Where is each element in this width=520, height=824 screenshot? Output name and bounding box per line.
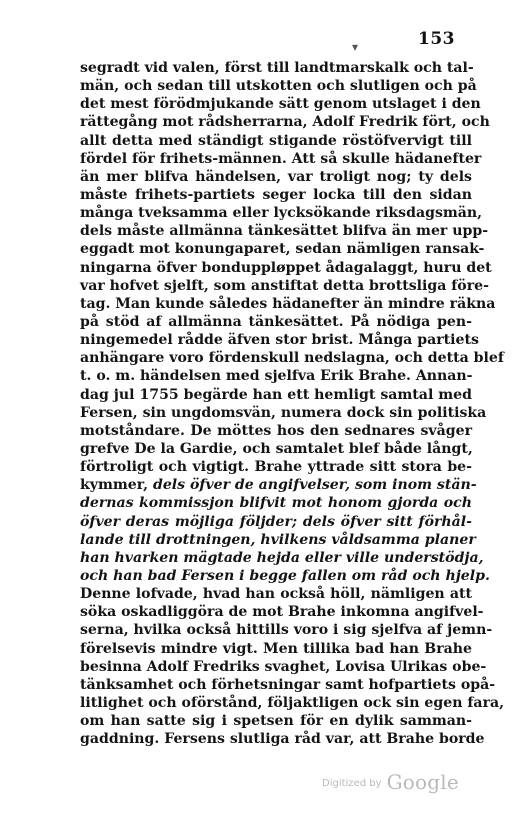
- italic-text-segment: han hvarken mägtade hejda eller ville understödja,: [80, 549, 484, 566]
- text-line: [80, 186, 472, 204]
- text-line: [80, 585, 472, 603]
- text-line: [80, 59, 472, 77]
- text-line: [80, 513, 472, 531]
- text-segment: tag. Man kunde således hädanefter än mindre räkna: [80, 295, 496, 312]
- text-segment: förtroligt och vigtigt. Brahe yttrade sitt stora be-: [80, 459, 472, 476]
- text-segment: dag jul 1755 begärde han ett hemligt samtal med: [80, 386, 472, 403]
- body-text: [80, 59, 505, 748]
- text-segment: segradt vid valen, först till landtmarskalk och tal-: [80, 60, 474, 76]
- text-line: [80, 150, 482, 168]
- text-line: [80, 95, 481, 113]
- text-line: [80, 367, 472, 385]
- text-segment: eggadt mot konungaparet, sedan nämligen ransak-: [80, 241, 485, 258]
- text-line: [80, 77, 477, 95]
- text-line: [80, 694, 505, 712]
- text-segment: många tveksamma eller lycksökande riksdagsmän,: [80, 205, 483, 222]
- text-line: [80, 494, 472, 512]
- text-line: [80, 404, 487, 422]
- text-line: [80, 603, 484, 621]
- watermark-prefix: Digitized by: [322, 778, 382, 789]
- text-segment: förelsevis mindre vigt. Men tillika bad han Brahe: [80, 640, 472, 657]
- text-segment: fördel för frihets-männen. Att så skulle hädanefter: [80, 150, 482, 167]
- text-line: [80, 730, 485, 748]
- text-line: [80, 277, 489, 295]
- text-line: [80, 458, 472, 476]
- italic-text-segment: dernas kommissjon blifvit mot honom gjorda och: [80, 495, 472, 512]
- italic-text-segment: dels öfver de angifvelser, som inom stän-: [152, 477, 477, 494]
- text-segment: dels måste allmänna tänkesättet blifva än mer upp-: [80, 223, 489, 240]
- text-line: [80, 658, 487, 676]
- text-line: [80, 349, 504, 367]
- text-segment: grefve De la Gardie, och samtalet blef både långt,: [80, 440, 473, 457]
- text-line: [80, 440, 472, 458]
- text-line: [80, 331, 479, 349]
- text-line: [80, 567, 490, 585]
- text-line: [80, 222, 489, 240]
- text-segment: var hofvet sjelft, som anstiftat detta brottsliga före-: [80, 277, 489, 294]
- text-segment: måste frihets-partiets seger locka till den sidan: [80, 186, 472, 203]
- text-segment: tänksamhet och förhetsningar samt hofpartiets opå-: [80, 676, 496, 693]
- page-mark: ▾: [352, 40, 359, 54]
- text-segment: män, och sedan till utskotten och slutligen och på: [80, 78, 477, 95]
- text-line: [80, 168, 472, 186]
- text-segment: besinna Adolf Fredriks svaghet, Lovisa Ulrikas obe-: [80, 658, 487, 675]
- page-number: 153: [418, 29, 455, 49]
- text-segment: rättegång mot rådsherrarna, Adolf Fredrik fört, och: [80, 114, 490, 131]
- text-segment: än mer blifva händelsen, var troligt nog; ty dels: [80, 168, 472, 185]
- italic-text-segment: och han bad Fersen i begge fallen om råd och hjelp.: [80, 567, 490, 584]
- text-line: [80, 676, 496, 694]
- text-segment: allt detta med ständigt stigande röstöfvervigt till: [80, 132, 472, 149]
- text-line: [80, 386, 472, 404]
- text-segment: anhängare voro fördenskull nedslagna, och detta blef: [80, 350, 504, 367]
- text-line: [80, 313, 472, 331]
- text-segment: på stöd af allmänna tänkesättet. På nödiga pen-: [80, 313, 472, 330]
- text-line: [80, 240, 485, 258]
- text-segment: litlighet och oförstånd, följaktligen ock sin egen fara,: [80, 694, 505, 711]
- text-line: [80, 476, 477, 494]
- text-line: [80, 295, 496, 313]
- text-segment: gaddning. Fersens slutliga råd var, att Brahe borde: [80, 731, 485, 748]
- text-line: [80, 531, 476, 549]
- italic-text-segment: öfver deras möjliga följder; dels öfver sitt förhål-: [80, 513, 472, 530]
- text-line: [80, 204, 483, 222]
- text-segment: det mest förödmjukande sätt genom utslaget i den: [80, 96, 481, 113]
- text-line: [80, 712, 472, 730]
- text-line: [80, 549, 484, 567]
- text-segment: om han satte sig i spetsen för en dylik samman-: [80, 713, 472, 730]
- text-line: [80, 621, 493, 639]
- digitized-by-google-watermark: [322, 770, 459, 794]
- text-line: [80, 113, 490, 131]
- text-line: [80, 259, 492, 277]
- italic-text-segment: lande till drottningen, hvilkens våldsamma planer: [80, 531, 476, 548]
- text-segment: kymmer,: [80, 477, 153, 494]
- text-segment: t. o. m. händelsen med sjelfva Erik Brahe. Annan-: [80, 368, 473, 385]
- text-segment: motståndare. De möttes hos den sednares svåger: [80, 422, 472, 439]
- text-segment: söka oskadliggöra de mot Brahe inkomna angifvel-: [80, 604, 484, 621]
- text-line: [80, 422, 472, 440]
- text-segment: ningemedel rådde äfven stor brist. Många partiets: [80, 332, 479, 349]
- text-segment: Fersen, sin ungdomsvän, numera dock sin politiska: [80, 404, 487, 421]
- text-segment: serna, hvilka också hittills voro i sig sjelfva af jemn-: [80, 622, 493, 639]
- text-line: [80, 132, 472, 150]
- google-logo: Google: [386, 770, 459, 794]
- text-segment: ningarna öfver bonduppløppet ådagalaggt, huru det: [80, 259, 492, 276]
- text-segment: Denne lofvade, hvad han också höll, nämligen att: [80, 586, 472, 603]
- text-line: [80, 640, 472, 658]
